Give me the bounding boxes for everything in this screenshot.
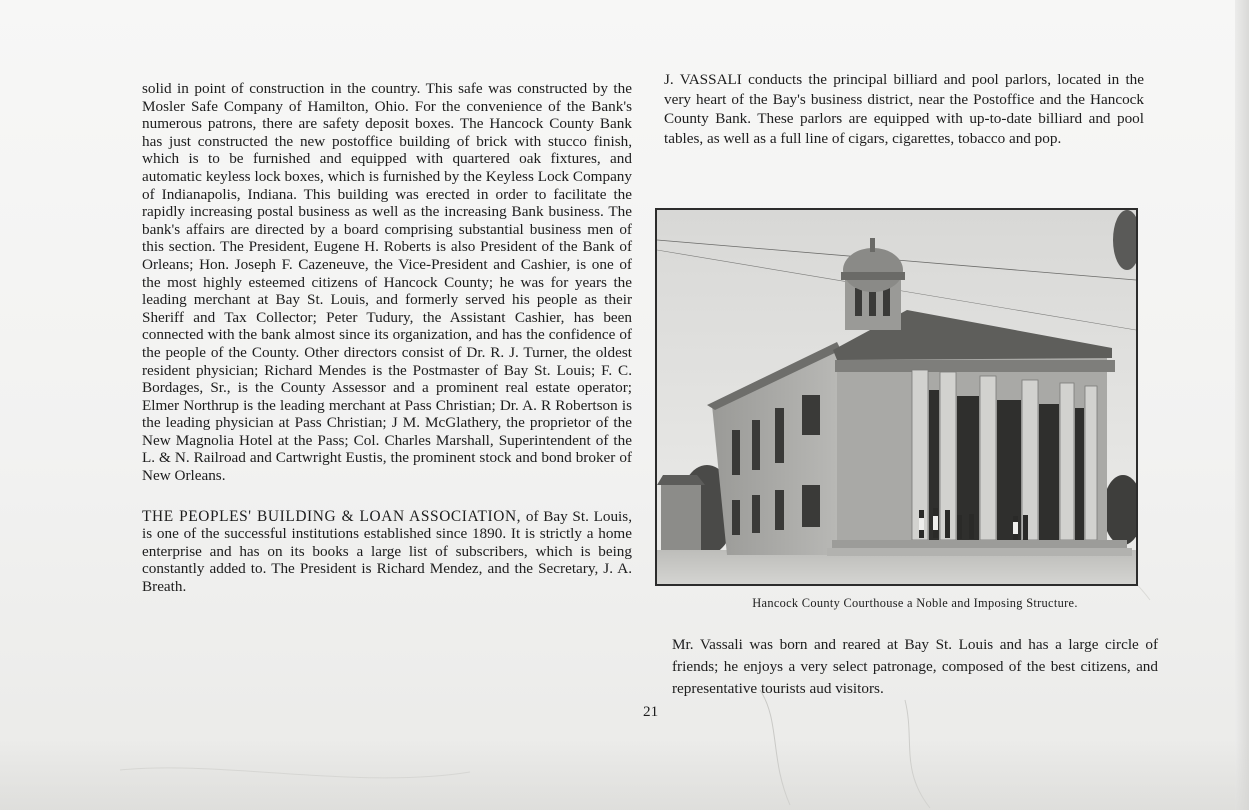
association-heading: THE PEOPLES' BUILDING & LOAN ASSOCIATION, [142, 507, 522, 525]
photo-caption: Hancock County Courthouse a Noble and Imposing Structure. [752, 596, 1078, 610]
courthouse-photo [655, 208, 1138, 586]
left-column [142, 80, 632, 596]
association-body: of Bay St. Louis, is one of the successful institutions established since 1890. It is strictly a home enterprise and has on its books a large list of subscribers, which is being constantly added to. The President is Richard Mendez, and the Secretary, J. A. Breath. [142, 507, 632, 596]
bank-paragraph: solid in point of construction in the country. This safe was constructed by the Mosler Safe Company of Hamilton, Ohio. For the convenience of the Bank's numerous patrons, there are safety deposit boxes. The Hancock County Bank has just constructed the new postoffice building of brick with stucco finish, which is to be furnished and equipped with quartered oak fixtures, and automatic keyless lock boxes, which is furnished by the Keyless Lock Company of Indianapolis, Indiana. This building was erected in order to facilitate the rapidly increasing postal business as well as the increasing Bank business. The bank's affairs are directed by a board comprising substantial business men of this section. The President, Eugene H. Roberts is also President of the Bank of Orleans; Hon. Joseph F. Cazeneuve, the Vice-President and Cashier, is one of the most highly esteemed citizens of Hancock County; he was for years the leading merchant at Bay St. Louis, and formerly served his people as their Sheriff and Tax Collector; Peter Tudury, the Assistant Cashier, has been connected with the bank almost since its organization, and has the confidence of the people of the County. Other directors consist of Dr. R. J. Turner, the oldest resident physician; Richard Mendes is the Postmaster of Bay St. Louis; F. C. Bordages, Sr., is the County Assessor and a prominent real estate operator; Elmer Northrup is the leading merchant at Pass Christian; Dr. A. R Robertson is the leading physician at Pass Christian; J M. McGlathery, the proprietor of the New Magnolia Hotel at the Pass; Col. Charles Marshall, Superintendent of the L. & N. Railroad and Cartwright Eustis, the prominent stock and bond broker of New Orleans. [142, 80, 632, 485]
page-edge [1235, 0, 1249, 810]
courthouse-illustration [657, 210, 1136, 584]
right-column-bottom [672, 634, 1158, 700]
right-column-top [664, 70, 1144, 148]
page-number: 21 [643, 703, 659, 720]
association-paragraph [142, 508, 632, 596]
vassali-paragraph: J. VASSALI conducts the principal billiard and pool parlors, located in the very heart of the Bay's business district, near the Postoffice and the Hancock County Bank. These parlors are equipped with up-to-date billiard and pool tables, as well as a full line of cigars, cigarettes, tobacco and pop. [664, 71, 1144, 147]
vassali-bio-paragraph: Mr. Vassali was born and reared at Bay St. Louis and has a large circle of friends; he enjoys a very select patronage, composed of the best citizens, and representative tourists aud visitors. [672, 636, 1158, 697]
